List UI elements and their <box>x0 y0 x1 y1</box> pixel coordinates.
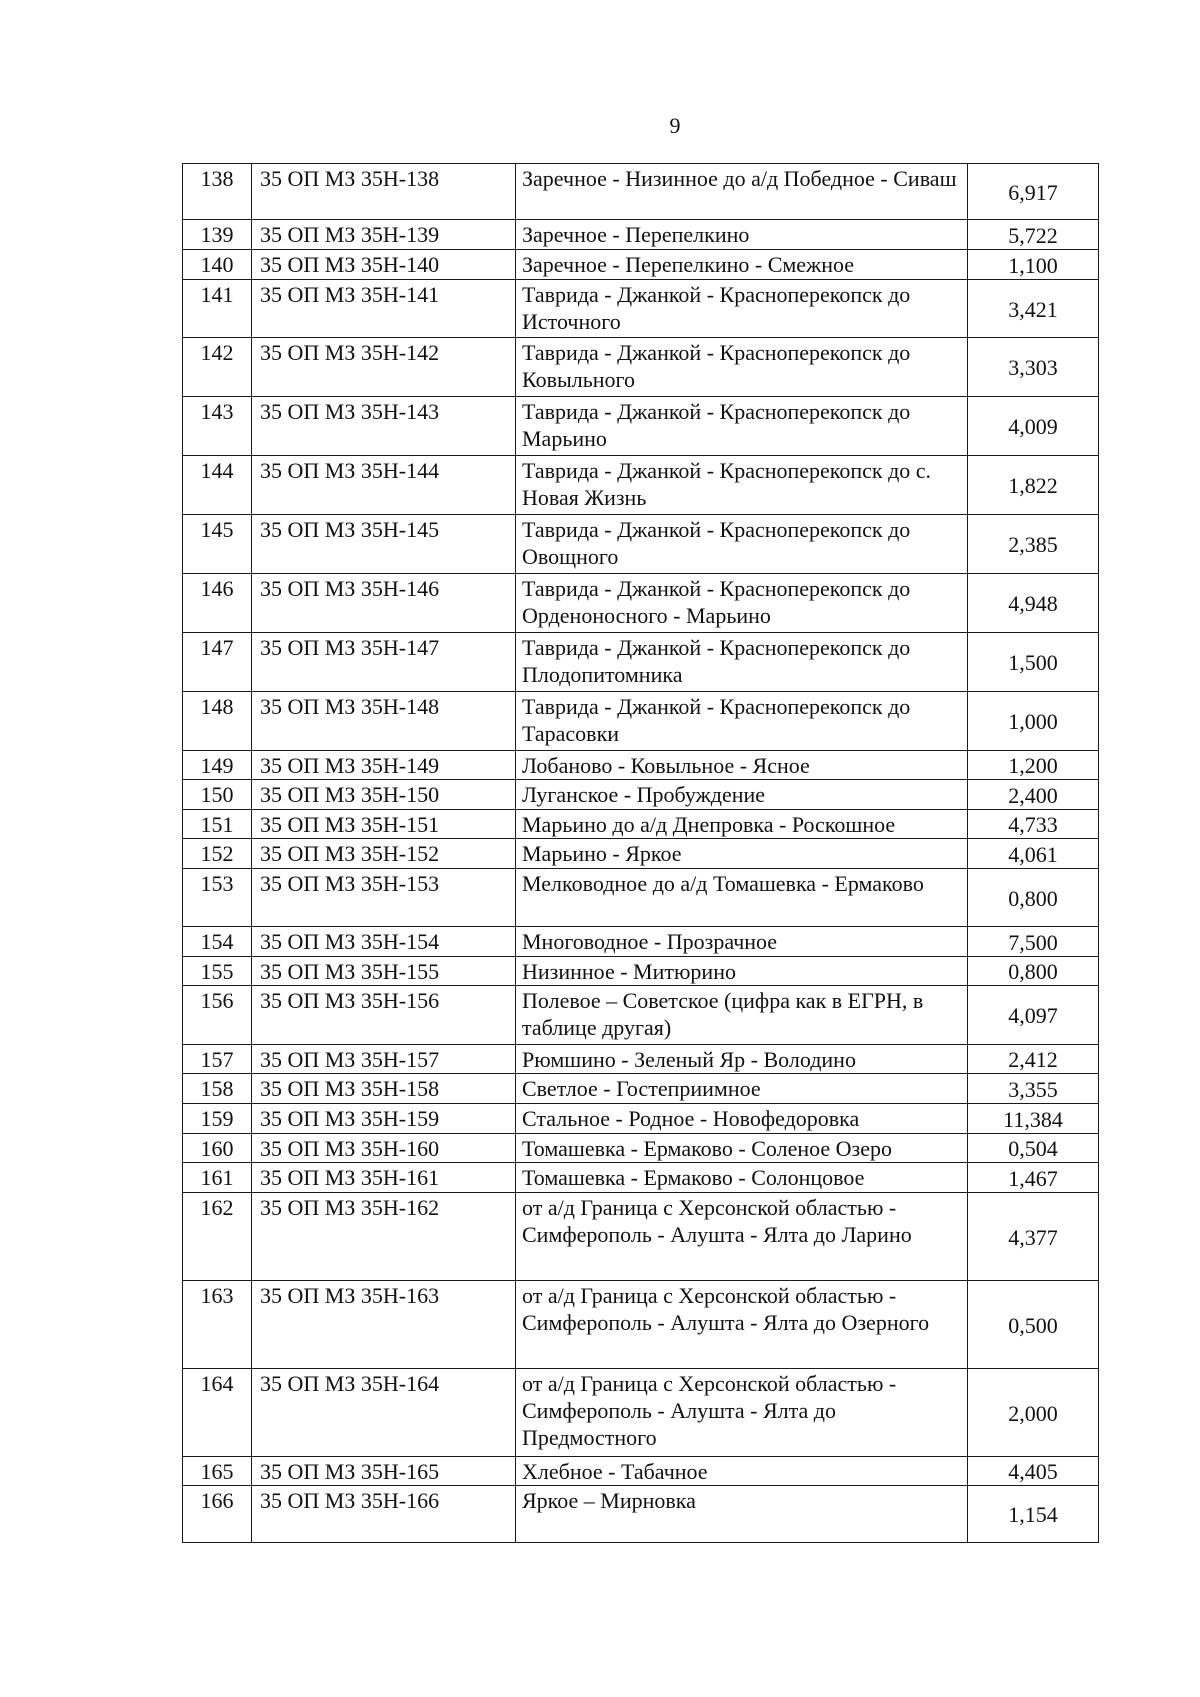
road-code: 35 ОП МЗ 35Н-151 <box>252 810 516 839</box>
road-code: 35 ОП МЗ 35Н-138 <box>252 164 516 220</box>
road-length: 11,384 <box>968 1104 1099 1134</box>
table-row <box>183 1045 1099 1074</box>
row-number: 154 <box>183 927 252 957</box>
road-code: 35 ОП МЗ 35Н-148 <box>252 692 516 751</box>
table-row <box>183 839 1099 869</box>
road-code: 35 ОП МЗ 35Н-163 <box>252 1281 516 1369</box>
table-row <box>183 751 1099 780</box>
road-length: 2,412 <box>968 1045 1099 1074</box>
road-length: 1,200 <box>968 751 1099 780</box>
road-length: 4,061 <box>968 839 1099 869</box>
road-code: 35 ОП МЗ 35Н-156 <box>252 986 516 1045</box>
road-length: 7,500 <box>968 927 1099 957</box>
road-code: 35 ОП МЗ 35Н-142 <box>252 338 516 397</box>
road-code: 35 ОП МЗ 35Н-144 <box>252 456 516 515</box>
table-row <box>183 633 1099 692</box>
table-row <box>183 220 1099 250</box>
road-name: Луганское - Пробуждение <box>516 780 968 810</box>
road-name: Томашевка - Ермаково - Соленое Озеро <box>516 1134 968 1163</box>
table-row <box>183 1134 1099 1163</box>
road-name: от а/д Граница с Херсонской областью - Симферополь - Алушта - Ялта до Озерного <box>516 1281 968 1369</box>
road-code: 35 ОП МЗ 35Н-166 <box>252 1486 516 1543</box>
road-length: 0,800 <box>968 869 1099 927</box>
row-number: 161 <box>183 1163 252 1193</box>
road-name: Таврида - Джанкой - Красноперекопск до Марьино <box>516 397 968 456</box>
row-number: 146 <box>183 574 252 633</box>
road-name: от а/д Граница с Херсонской областью - Симферополь - Алушта - Ялта до Предмостного <box>516 1369 968 1457</box>
road-name: Заречное - Перепелкино - Смежное <box>516 250 968 280</box>
road-length: 6,917 <box>968 164 1099 220</box>
road-code: 35 ОП МЗ 35Н-158 <box>252 1074 516 1104</box>
road-code: 35 ОП МЗ 35Н-152 <box>252 839 516 869</box>
row-number: 140 <box>183 250 252 280</box>
row-number: 163 <box>183 1281 252 1369</box>
road-name: Таврида - Джанкой - Красноперекопск до Ковыльного <box>516 338 968 397</box>
road-length: 5,722 <box>968 220 1099 250</box>
row-number: 166 <box>183 1486 252 1543</box>
table-row <box>183 397 1099 456</box>
road-name: Марьино - Яркое <box>516 839 968 869</box>
table-row <box>183 164 1099 220</box>
road-code: 35 ОП МЗ 35Н-139 <box>252 220 516 250</box>
row-number: 138 <box>183 164 252 220</box>
table-row <box>183 957 1099 986</box>
row-number: 139 <box>183 220 252 250</box>
table-row <box>183 986 1099 1045</box>
road-code: 35 ОП МЗ 35Н-140 <box>252 250 516 280</box>
road-name: Марьино до а/д Днепровка - Роскошное <box>516 810 968 839</box>
table-row <box>183 1281 1099 1369</box>
road-length: 2,385 <box>968 515 1099 574</box>
road-name: от а/д Граница с Херсонской областью - Симферополь - Алушта - Ялта до Ларино <box>516 1193 968 1281</box>
road-code: 35 ОП МЗ 35Н-149 <box>252 751 516 780</box>
road-code: 35 ОП МЗ 35Н-165 <box>252 1457 516 1486</box>
road-name: Таврида - Джанкой - Красноперекопск до Тарасовки <box>516 692 968 751</box>
road-code: 35 ОП МЗ 35Н-153 <box>252 869 516 927</box>
road-length: 4,009 <box>968 397 1099 456</box>
table-row <box>183 927 1099 957</box>
row-number: 157 <box>183 1045 252 1074</box>
road-length: 3,355 <box>968 1074 1099 1104</box>
table-row <box>183 869 1099 927</box>
roads-table-body <box>183 164 1099 1543</box>
table-row <box>183 1163 1099 1193</box>
table-row <box>183 515 1099 574</box>
road-name: Хлебное - Табачное <box>516 1457 968 1486</box>
road-length: 3,421 <box>968 280 1099 338</box>
road-name: Стальное - Родное - Новофедоровка <box>516 1104 968 1134</box>
road-length: 1,000 <box>968 692 1099 751</box>
road-name: Заречное - Низинное до а/д Победное - Сиваш <box>516 164 968 220</box>
road-name: Рюмшино - Зеленый Яр - Володино <box>516 1045 968 1074</box>
row-number: 155 <box>183 957 252 986</box>
road-length: 4,948 <box>968 574 1099 633</box>
road-length: 4,733 <box>968 810 1099 839</box>
road-name: Таврида - Джанкой - Красноперекопск до Плодопитомника <box>516 633 968 692</box>
road-code: 35 ОП МЗ 35Н-159 <box>252 1104 516 1134</box>
table-row <box>183 280 1099 338</box>
road-name: Таврида - Джанкой - Красноперекопск до Орденоносного - Марьино <box>516 574 968 633</box>
road-length: 3,303 <box>968 338 1099 397</box>
row-number: 153 <box>183 869 252 927</box>
table-row <box>183 1457 1099 1486</box>
road-code: 35 ОП МЗ 35Н-157 <box>252 1045 516 1074</box>
road-name: Томашевка - Ермаково - Солонцовое <box>516 1163 968 1193</box>
road-length: 1,467 <box>968 1163 1099 1193</box>
road-length: 1,154 <box>968 1486 1099 1543</box>
table-row <box>183 1074 1099 1104</box>
road-length: 1,100 <box>968 250 1099 280</box>
table-row <box>183 574 1099 633</box>
table-row <box>183 250 1099 280</box>
row-number: 151 <box>183 810 252 839</box>
row-number: 143 <box>183 397 252 456</box>
road-name: Полевое – Советское (цифра как в ЕГРН, в таблице другая) <box>516 986 968 1045</box>
road-code: 35 ОП МЗ 35Н-143 <box>252 397 516 456</box>
row-number: 162 <box>183 1193 252 1281</box>
row-number: 160 <box>183 1134 252 1163</box>
row-number: 159 <box>183 1104 252 1134</box>
road-length: 1,500 <box>968 633 1099 692</box>
road-length: 4,097 <box>968 986 1099 1045</box>
road-length: 4,405 <box>968 1457 1099 1486</box>
table-row <box>183 456 1099 515</box>
table-row <box>183 1486 1099 1543</box>
road-length: 1,822 <box>968 456 1099 515</box>
road-code: 35 ОП МЗ 35Н-150 <box>252 780 516 810</box>
row-number: 158 <box>183 1074 252 1104</box>
row-number: 145 <box>183 515 252 574</box>
row-number: 152 <box>183 839 252 869</box>
road-name: Мелководное до а/д Томашевка - Ермаково <box>516 869 968 927</box>
road-length: 0,500 <box>968 1281 1099 1369</box>
road-code: 35 ОП МЗ 35Н-162 <box>252 1193 516 1281</box>
road-name: Лобаново - Ковыльное - Ясное <box>516 751 968 780</box>
table-row <box>183 780 1099 810</box>
road-name: Таврида - Джанкой - Красноперекопск до Овощного <box>516 515 968 574</box>
road-length: 2,400 <box>968 780 1099 810</box>
table-row <box>183 1369 1099 1457</box>
row-number: 156 <box>183 986 252 1045</box>
row-number: 150 <box>183 780 252 810</box>
page-number: 9 <box>669 113 681 138</box>
row-number: 141 <box>183 280 252 338</box>
road-code: 35 ОП МЗ 35Н-160 <box>252 1134 516 1163</box>
road-code: 35 ОП МЗ 35Н-146 <box>252 574 516 633</box>
roads-table <box>182 163 1099 1543</box>
road-code: 35 ОП МЗ 35Н-141 <box>252 280 516 338</box>
table-row <box>183 810 1099 839</box>
row-number: 147 <box>183 633 252 692</box>
road-name: Таврида - Джанкой - Красноперекопск до с. Новая Жизнь <box>516 456 968 515</box>
table-row <box>183 338 1099 397</box>
table-row <box>183 692 1099 751</box>
road-length: 4,377 <box>968 1193 1099 1281</box>
row-number: 142 <box>183 338 252 397</box>
road-code: 35 ОП МЗ 35Н-154 <box>252 927 516 957</box>
road-length: 0,504 <box>968 1134 1099 1163</box>
road-code: 35 ОП МЗ 35Н-164 <box>252 1369 516 1457</box>
row-number: 165 <box>183 1457 252 1486</box>
table-row <box>183 1104 1099 1134</box>
road-name: Низинное - Митюрино <box>516 957 968 986</box>
road-code: 35 ОП МЗ 35Н-147 <box>252 633 516 692</box>
table-row <box>183 1193 1099 1281</box>
road-code: 35 ОП МЗ 35Н-145 <box>252 515 516 574</box>
road-name: Заречное - Перепелкино <box>516 220 968 250</box>
road-name: Светлое - Гостеприимное <box>516 1074 968 1104</box>
row-number: 164 <box>183 1369 252 1457</box>
row-number: 148 <box>183 692 252 751</box>
road-name: Таврида - Джанкой - Красноперекопск до Источного <box>516 280 968 338</box>
row-number: 144 <box>183 456 252 515</box>
road-code: 35 ОП МЗ 35Н-155 <box>252 957 516 986</box>
road-length: 0,800 <box>968 957 1099 986</box>
road-length: 2,000 <box>968 1369 1099 1457</box>
row-number: 149 <box>183 751 252 780</box>
road-name: Яркое – Мирновка <box>516 1486 968 1543</box>
road-code: 35 ОП МЗ 35Н-161 <box>252 1163 516 1193</box>
road-name: Многоводное - Прозрачное <box>516 927 968 957</box>
